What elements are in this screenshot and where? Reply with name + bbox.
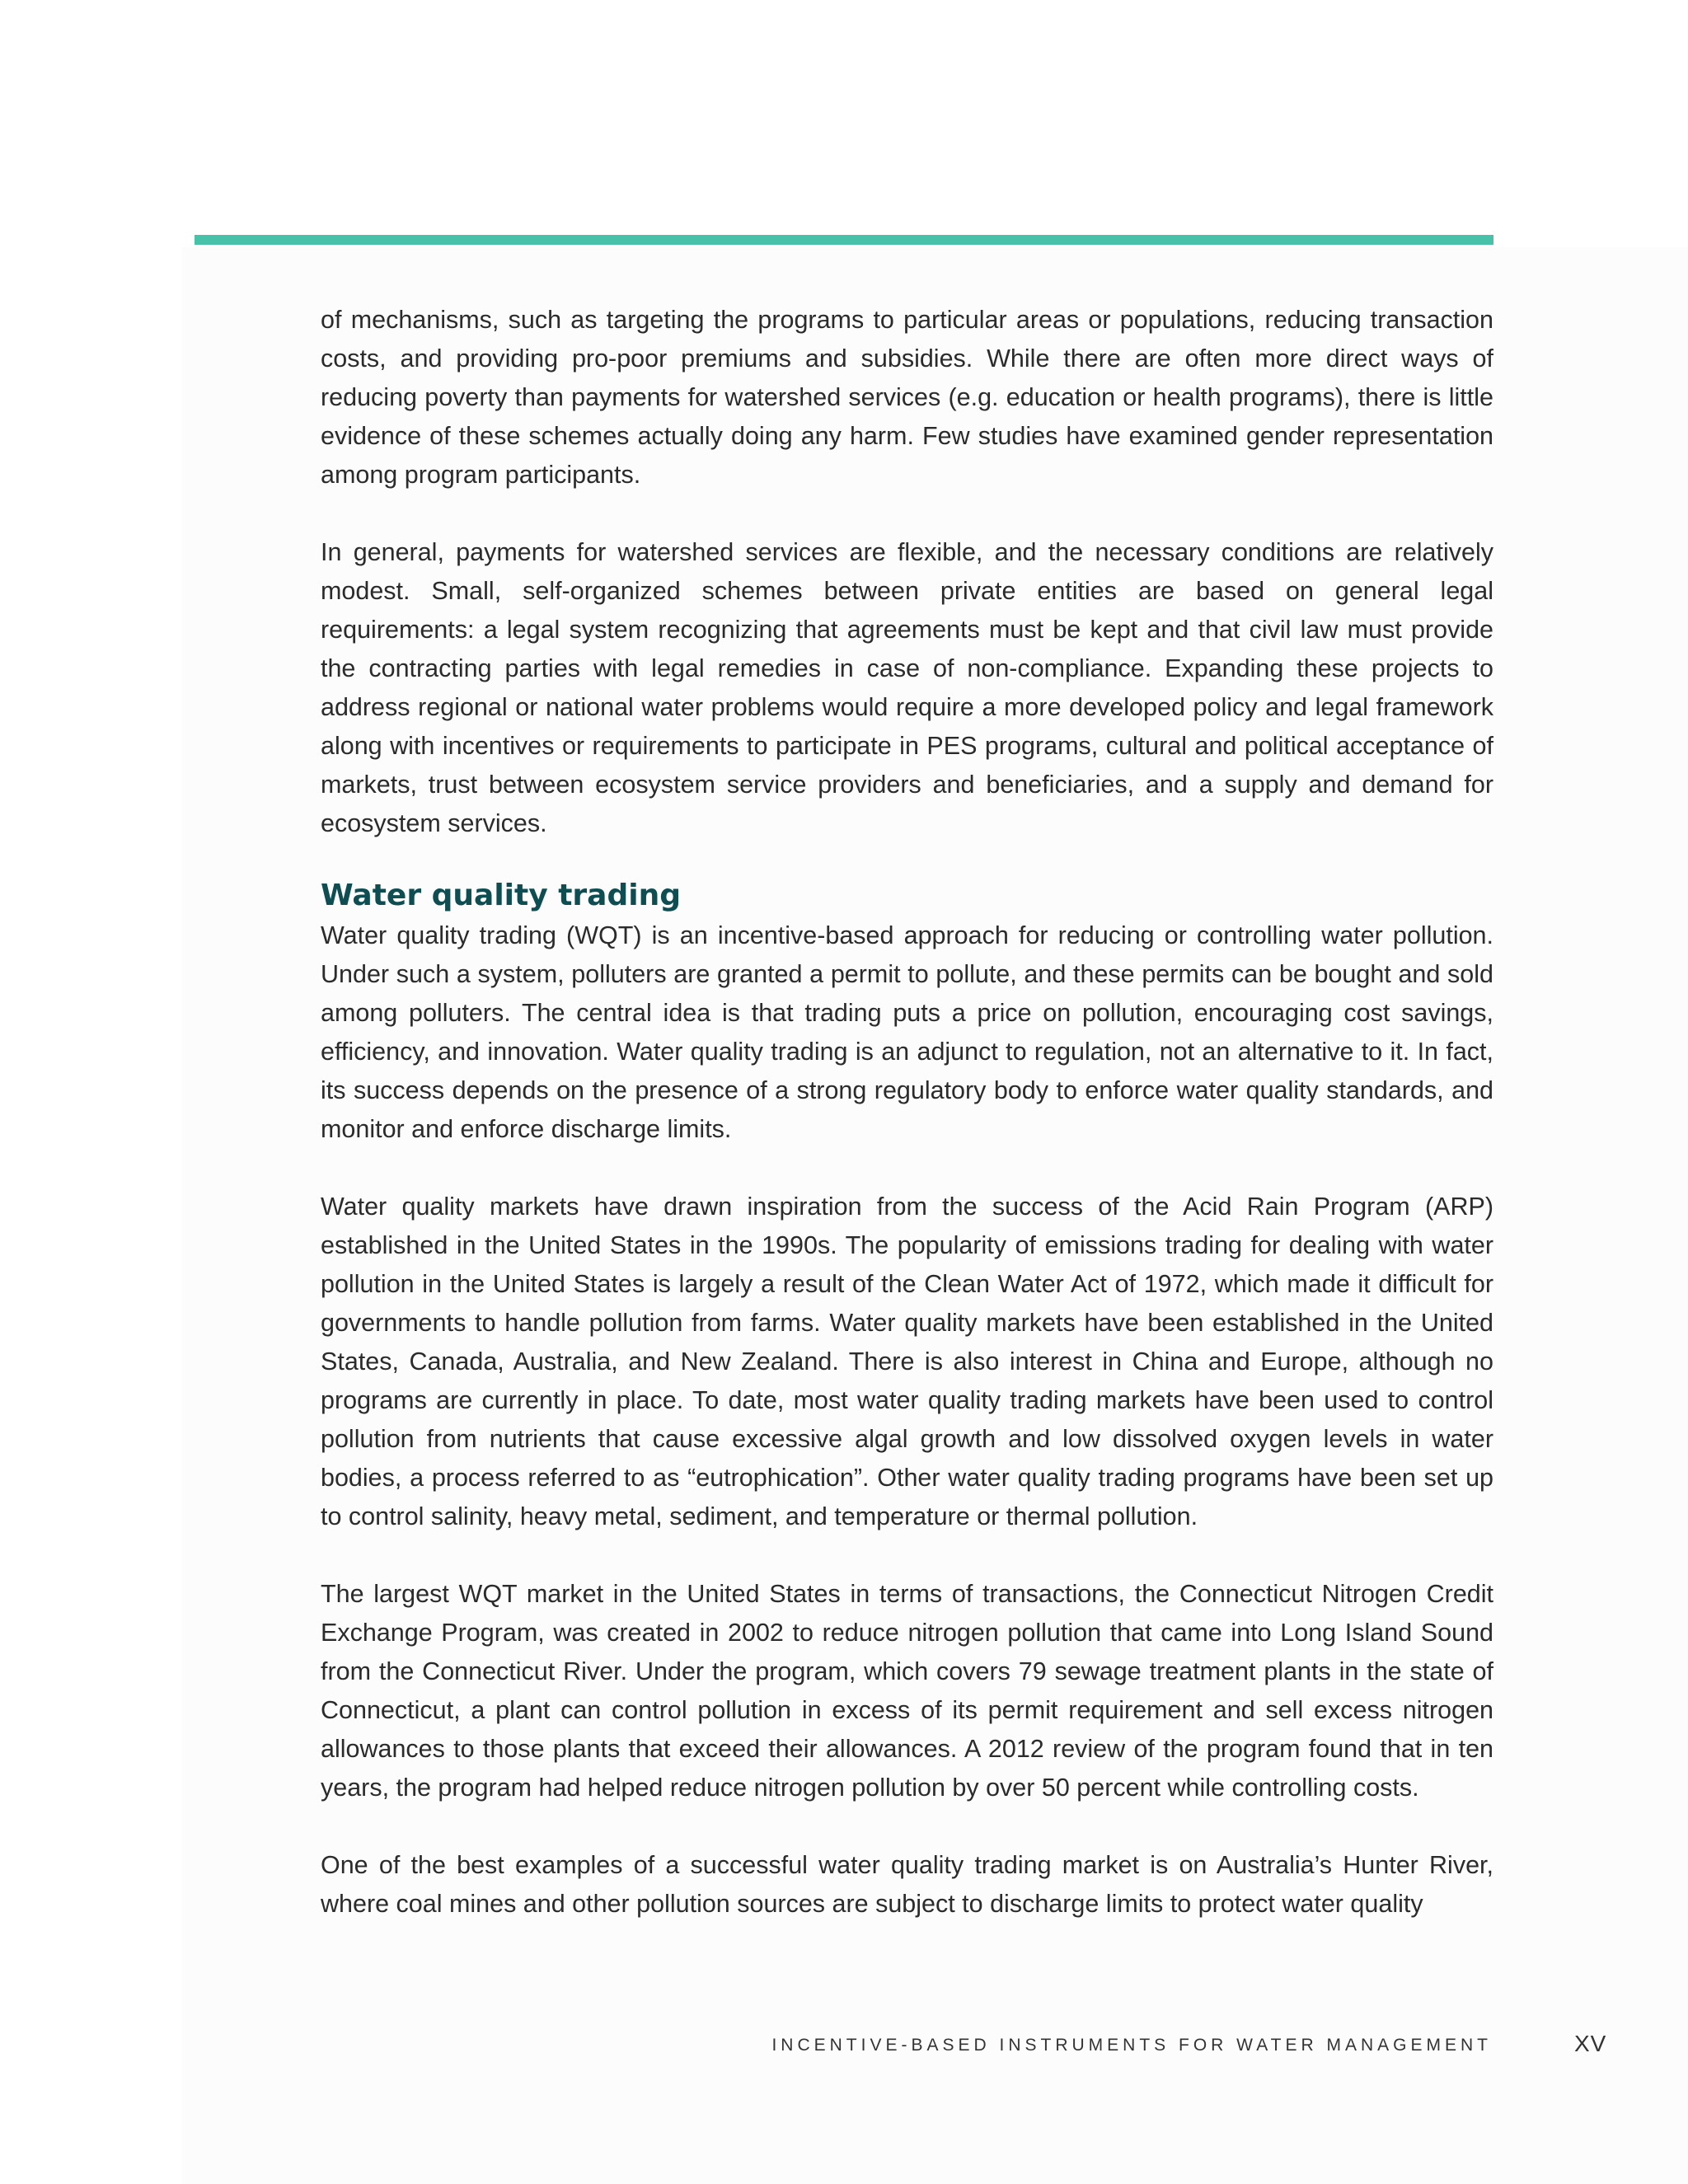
body-paragraph: In general, payments for watershed services are flexible, and the necessary conditions are relatively modest. Small, self-organized schemes between private entities are based on general legal requirements: a legal system recognizing that agreements must be kept and that civil law must provide the contracting parties with legal remedies in case of non-compliance. Expanding these projects to address regional or national water problems would require a more developed policy and legal framework along with incentives or requirements to participate in PES programs, cultural and political acceptance of markets, trust between ecosystem service providers and beneficiaries, and a supply and demand for ecosystem services.	[321, 538, 1493, 837]
section-paragraph: Water quality markets have drawn inspiration from the success of the Acid Rain Program (ARP) established in the United States in the 1990s. The popularity of emissions trading for dealing with water pollution in the United States is largely a result of the Clean Water Act of 1972, which made it difficult for governments to handle pollution from farms. Water quality markets have been established in the United States, Canada, Australia, and New Zealand. There is also interest in China and Europe, although no programs are currently in place. To date, most water quality trading markets have been used to control pollution from nutrients that cause excessive algal growth and low dissolved oxygen levels in water bodies, a process referred to as “eutrophication”. Other water quality trading programs have been set up to control salinity, heavy metal, sediment, and temperature or thermal pollution.	[321, 1193, 1493, 1530]
page-number: XV	[1574, 2031, 1607, 2056]
running-footer-title: INCENTIVE-BASED INSTRUMENTS FOR WATER MANAGEMENT	[771, 2036, 1492, 2055]
section-paragraph: One of the best examples of a successful water quality trading market is on Australia’s Hunter River, where coal mines and other pollution sources are subject to discharge limits to protect water quality	[321, 1851, 1493, 1918]
section-paragraph: The largest WQT market in the United States in terms of transactions, the Connecticut Nitrogen Credit Exchange Program, was created in 2002 to reduce nitrogen pollution that came into Long Island Sound from the Connecticut River. Under the program, which covers 79 sewage treatment plants in the state of Connecticut, a plant can control pollution in excess of its permit requirement and sell excess nitrogen allowances to those plants that exceed their allowances. A 2012 review of the program found that in ten years, the program had helped reduce nitrogen pollution by over 50 percent while controlling costs.	[321, 1580, 1493, 1802]
page-content	[321, 301, 1493, 1962]
section-heading: Water quality trading	[321, 879, 681, 912]
body-paragraph: of mechanisms, such as targeting the programs to particular areas or populations, reducing transaction costs, and providing pro-poor premiums and subsidies. While there are often more direct ways of reducing poverty than payments for watershed services (e.g. education or health programs), there is little evidence of these schemes actually doing any harm. Few studies have examined gender representation among program participants.	[321, 306, 1493, 489]
accent-bar	[195, 235, 1493, 245]
section-paragraph: Water quality trading (WQT) is an incentive-based approach for reducing or controlling water pollution. Under such a system, polluters are granted a permit to pollute, and these permits can be bought and sold among polluters. The central idea is that trading puts a price on pollution, encouraging cost savings, efficiency, and innovation. Water quality trading is an adjunct to regulation, not an alternative to it. In fact, its success depends on the presence of a strong regulatory body to enforce water quality standards, and monitor and enforce discharge limits.	[321, 921, 1493, 1143]
